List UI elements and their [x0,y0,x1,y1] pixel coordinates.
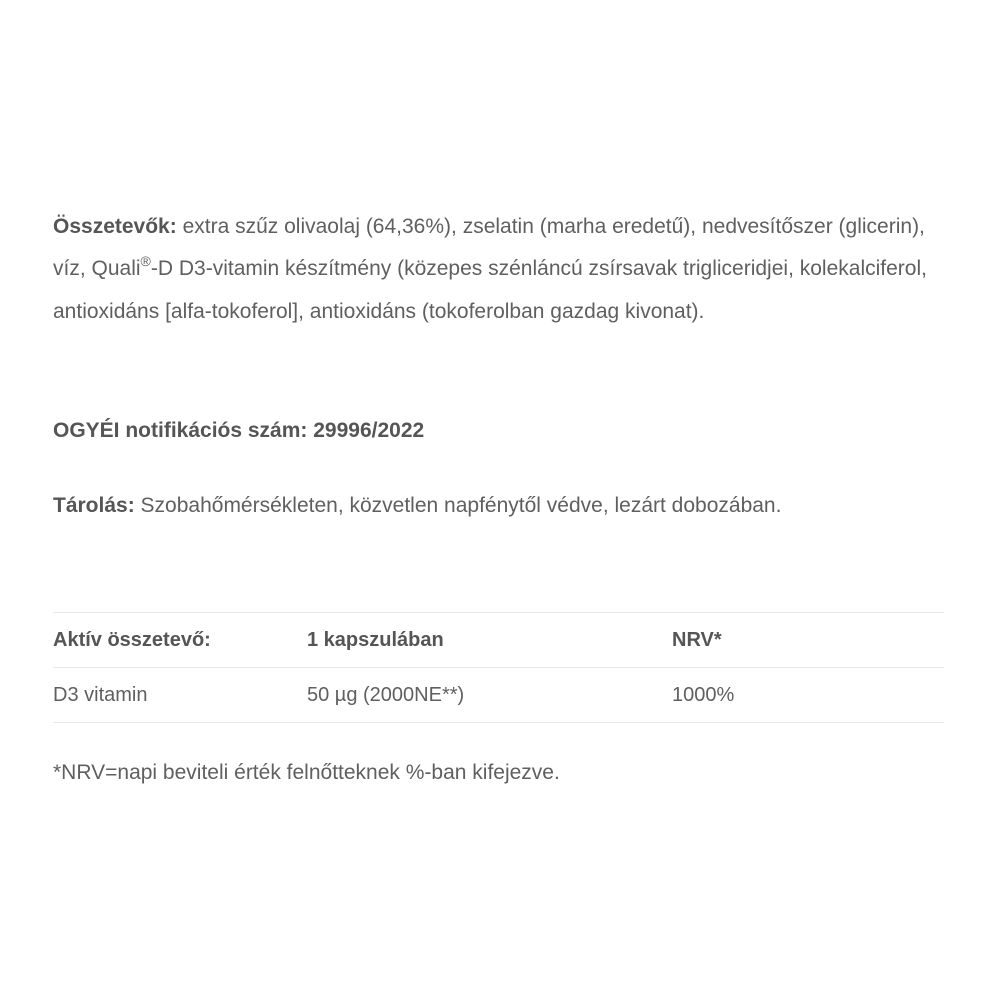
nutrition-table [53,612,944,723]
storage-paragraph [53,485,953,527]
header-per-capsule: 1 kapszulában [307,629,444,651]
cell-nrv-value: 1000% [672,684,735,706]
storage-text: Szobahőmérsékleten, közvetlen napfénytől védve, lezárt dobozában. [134,494,782,517]
header-nrv: NRV* [672,629,722,651]
header-active-ingredient: Aktív összetevő: [53,629,211,651]
storage-label: Tárolás: [53,494,135,517]
cell-amount: 50 µg (2000NE**) [307,684,465,706]
ingredients-text-part2: -D D3-vitamin készítmény (közepes szénláncú zsírsavak trigliceridjei, kolekalciferol, antioxidáns [alfa-tokoferol], antioxidáns (tokoferolban gazdag kivonat). [53,257,927,323]
table-header-row [53,613,944,668]
cell-ingredient-name: D3 vitamin [53,684,148,706]
ingredients-paragraph [53,206,953,333]
table-row [53,668,944,723]
nrv-footnote: *NRV=napi beviteli érték felnőtteknek %-ban kifejezve. [53,761,560,784]
ingredients-label: Összetevők: [53,215,177,238]
ingredients-text-part1: extra szűz olivaolaj (64,36%), zselatin (marha eredetű), nedvesítőszer (glicerin), víz, Quali [53,215,925,280]
notification-number: OGYÉI notifikációs szám: 29996/2022 [53,419,425,442]
registered-mark: ® [140,253,151,269]
